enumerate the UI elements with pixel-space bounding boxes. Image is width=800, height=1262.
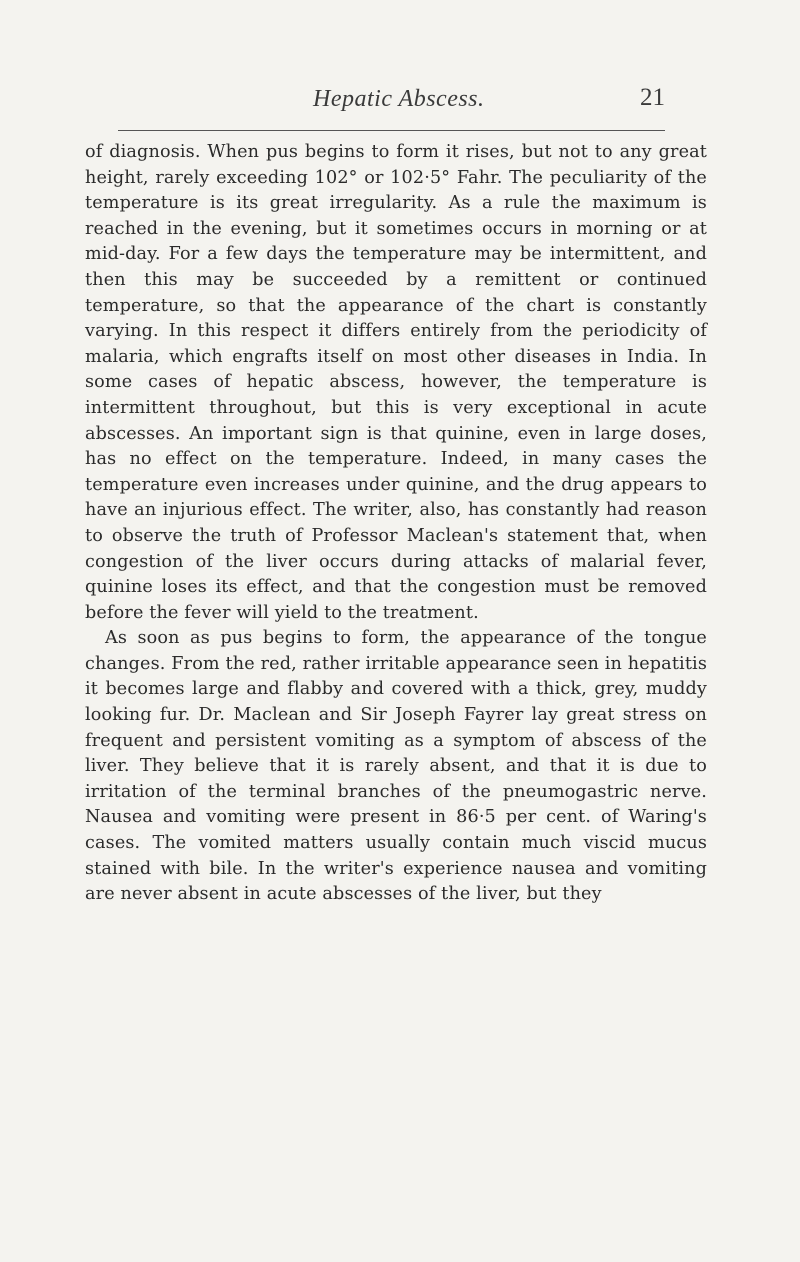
- running-title: Hepatic Abscess.: [313, 86, 485, 112]
- paragraph-tongue-and-vomiting: As soon as pus begins to form, the appearance of the tongue changes. From the red, rather irritable appearance seen in hepatitis it becomes large and flabby and covered with a thick, grey, muddy looking fur. Dr. Maclean and Sir Joseph Fayrer lay great stress on frequent and persistent vomiting as a symptom of abscess of the liver. They believe that it is rarely absent, and that it is due to irritation of the terminal branches of the pneumogastric nerve. Nausea and vomiting were present in 86·5 per cent. of Waring's cases. The vomited matters usually contain much viscid mucus stained with bile. In the writer's experience nausea and vomiting are never absent in acute abscesses of the liver, but they: [85, 628, 707, 905]
- body-text: [85, 140, 707, 908]
- paragraph-diagnosis-continued: of diagnosis. When pus begins to form it rises, but not to any great height, rarely exceeding 102° or 102·5° Fahr. The peculiarity of the temperature is its great irregularity. As a rule the maximum is reached in the evening, but it sometimes occurs in morning or at mid-day. For a few days the temperature may be intermittent, and then this may be succeeded by a remittent or continued temperature, so that the appearance of the chart is constantly varying. In this respect it differs entirely from the periodicity of malaria, which engrafts itself on most other diseases in India. In some cases of hepatic abscess, however, the temperature is intermittent throughout, but this is very exceptional in acute abscesses. An important sign is that quinine, even in large doses, has no effect on the temperature. Indeed, in many cases the temperature even increases under quinine, and the drug appears to have an injurious effect. The writer, also, has constantly had reason to observe the truth of Professor Maclean's statement that, when congestion of the liver occurs during attacks of malarial fever, quinine loses its effect, and that the congestion must be removed before the fever will yield to the treatment.: [85, 142, 707, 623]
- page-number: 21: [640, 84, 665, 111]
- running-head: [0, 86, 800, 126]
- header-rule: [118, 130, 665, 131]
